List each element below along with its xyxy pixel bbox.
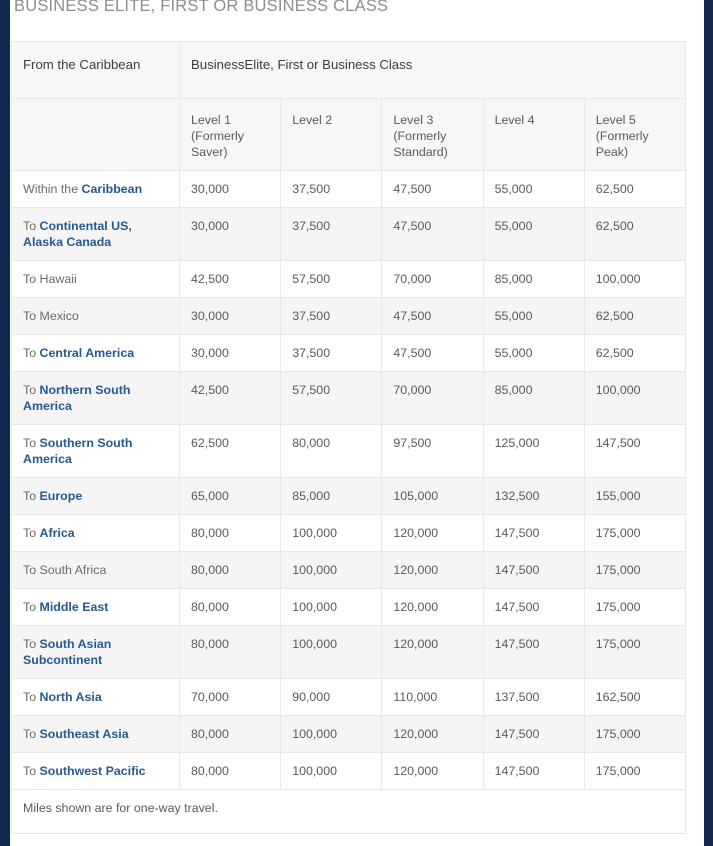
miles-value-level-2: 100,000 — [281, 515, 382, 552]
region-cell — [12, 335, 180, 372]
miles-value-level-3: 120,000 — [382, 589, 483, 626]
region-prefix: To — [23, 600, 40, 614]
region-link[interactable]: Caribbean — [81, 182, 143, 196]
region-prefix: To — [23, 690, 40, 704]
region-prefix: To — [23, 489, 40, 503]
miles-value-level-3: 120,000 — [382, 716, 483, 753]
miles-value-level-2: 100,000 — [281, 589, 382, 626]
miles-value-level-3: 110,000 — [382, 679, 483, 716]
miles-value-level-1: 80,000 — [180, 589, 281, 626]
table-body — [12, 171, 686, 790]
miles-value-level-1: 30,000 — [180, 208, 281, 261]
miles-value-level-2: 80,000 — [281, 425, 382, 478]
miles-value-level-5: 175,000 — [584, 753, 685, 790]
region-cell — [12, 261, 180, 298]
table-row — [12, 679, 686, 716]
miles-value-level-2: 37,500 — [281, 171, 382, 208]
award-chart-table-wrapper — [11, 41, 685, 834]
level-header-3: Level 3 (Formerly Standard) — [382, 99, 483, 171]
table-row — [12, 753, 686, 790]
region-prefix: To — [23, 383, 40, 397]
region-link[interactable]: Africa — [39, 526, 75, 540]
miles-value-level-1: 30,000 — [180, 171, 281, 208]
region-cell — [12, 425, 180, 478]
region-cell — [12, 679, 180, 716]
miles-value-level-2: 85,000 — [281, 478, 382, 515]
miles-value-level-3: 47,500 — [382, 208, 483, 261]
level-header-1: Level 1 (Formerly Saver) — [180, 99, 281, 171]
level-header-spacer — [12, 99, 180, 171]
miles-value-level-4: 147,500 — [483, 552, 584, 589]
miles-value-level-5: 175,000 — [584, 515, 685, 552]
miles-value-level-4: 147,500 — [483, 716, 584, 753]
miles-value-level-5: 62,500 — [584, 298, 685, 335]
miles-value-level-2: 37,500 — [281, 335, 382, 372]
header-row-levels — [12, 99, 686, 171]
table-footer — [12, 790, 686, 834]
miles-value-level-5: 147,500 — [584, 425, 685, 478]
table-row — [12, 589, 686, 626]
miles-value-level-3: 105,000 — [382, 478, 483, 515]
miles-value-level-1: 42,500 — [180, 372, 281, 425]
table-row — [12, 716, 686, 753]
miles-value-level-5: 175,000 — [584, 626, 685, 679]
table-row — [12, 171, 686, 208]
region-cell — [12, 298, 180, 335]
origin-header: From the Caribbean — [12, 42, 180, 99]
page-title: BUSINESS ELITE, FIRST OR BUSINESS CLASS — [14, 0, 389, 15]
miles-value-level-4: 55,000 — [483, 298, 584, 335]
table-header — [12, 42, 686, 171]
miles-value-level-3: 120,000 — [382, 753, 483, 790]
table-row — [12, 335, 686, 372]
region-link[interactable]: Southeast Asia — [39, 727, 129, 741]
miles-value-level-5: 175,000 — [584, 589, 685, 626]
table-row — [12, 552, 686, 589]
miles-value-level-1: 62,500 — [180, 425, 281, 478]
miles-value-level-1: 30,000 — [180, 335, 281, 372]
table-row — [12, 478, 686, 515]
region-link[interactable]: North Asia — [39, 690, 102, 704]
miles-value-level-4: 125,000 — [483, 425, 584, 478]
region-prefix: To South Africa — [23, 563, 107, 577]
miles-value-level-2: 37,500 — [281, 208, 382, 261]
miles-value-level-1: 65,000 — [180, 478, 281, 515]
region-link[interactable]: Southwest Pacific — [39, 764, 146, 778]
region-link[interactable]: Northern South America — [23, 383, 131, 413]
region-cell — [12, 208, 180, 261]
miles-value-level-4: 85,000 — [483, 372, 584, 425]
miles-value-level-3: 47,500 — [382, 335, 483, 372]
miles-value-level-5: 62,500 — [584, 208, 685, 261]
region-prefix: To Mexico — [23, 309, 79, 323]
miles-value-level-5: 62,500 — [584, 335, 685, 372]
region-prefix: To — [23, 436, 40, 450]
miles-value-level-3: 120,000 — [382, 552, 483, 589]
miles-value-level-2: 100,000 — [281, 552, 382, 589]
miles-value-level-3: 97,500 — [382, 425, 483, 478]
region-link[interactable]: Middle East — [39, 600, 109, 614]
miles-value-level-1: 80,000 — [180, 753, 281, 790]
miles-value-level-2: 100,000 — [281, 626, 382, 679]
miles-value-level-5: 175,000 — [584, 716, 685, 753]
table-row — [12, 372, 686, 425]
region-link[interactable]: Europe — [39, 489, 83, 503]
miles-value-level-1: 70,000 — [180, 679, 281, 716]
region-cell — [12, 372, 180, 425]
miles-value-level-5: 62,500 — [584, 171, 685, 208]
miles-value-level-1: 30,000 — [180, 298, 281, 335]
region-prefix: To Hawaii — [23, 272, 77, 286]
miles-value-level-3: 47,500 — [382, 298, 483, 335]
region-cell — [12, 171, 180, 208]
table-row — [12, 515, 686, 552]
level-header-5: Level 5 (Formerly Peak) — [584, 99, 685, 171]
right-navy-rail — [704, 0, 713, 846]
miles-value-level-4: 55,000 — [483, 208, 584, 261]
region-cell — [12, 515, 180, 552]
miles-value-level-4: 85,000 — [483, 261, 584, 298]
miles-value-level-4: 55,000 — [483, 171, 584, 208]
miles-value-level-3: 47,500 — [382, 171, 483, 208]
miles-value-level-2: 90,000 — [281, 679, 382, 716]
table-row — [12, 425, 686, 478]
region-link[interactable]: Central America — [39, 346, 135, 360]
award-chart-table — [11, 41, 686, 834]
miles-value-level-5: 175,000 — [584, 552, 685, 589]
region-prefix: To — [23, 219, 40, 233]
note-row — [12, 790, 686, 834]
miles-value-level-1: 80,000 — [180, 626, 281, 679]
region-prefix: Within the — [23, 182, 82, 196]
miles-value-level-3: 70,000 — [382, 261, 483, 298]
region-cell — [12, 753, 180, 790]
miles-value-level-2: 100,000 — [281, 753, 382, 790]
one-way-note: Miles shown are for one-way travel. — [12, 790, 686, 834]
miles-value-level-3: 120,000 — [382, 626, 483, 679]
miles-value-level-3: 70,000 — [382, 372, 483, 425]
miles-value-level-5: 155,000 — [584, 478, 685, 515]
cabin-header: BusinessElite, First or Business Class — [180, 42, 686, 99]
miles-value-level-2: 100,000 — [281, 716, 382, 753]
level-header-2: Level 2 — [281, 99, 382, 171]
left-navy-rail — [0, 0, 10, 846]
miles-value-level-4: 147,500 — [483, 626, 584, 679]
miles-value-level-4: 147,500 — [483, 515, 584, 552]
table-row — [12, 208, 686, 261]
miles-value-level-4: 137,500 — [483, 679, 584, 716]
region-cell — [12, 552, 180, 589]
miles-value-level-5: 100,000 — [584, 261, 685, 298]
region-cell — [12, 478, 180, 515]
miles-value-level-2: 57,500 — [281, 372, 382, 425]
region-prefix: To — [23, 526, 40, 540]
header-row-band — [12, 42, 686, 99]
region-link[interactable]: Southern South America — [23, 436, 133, 466]
miles-value-level-1: 80,000 — [180, 515, 281, 552]
region-cell — [12, 626, 180, 679]
region-cell — [12, 716, 180, 753]
region-cell — [12, 589, 180, 626]
miles-value-level-1: 80,000 — [180, 552, 281, 589]
table-row — [12, 626, 686, 679]
table-row — [12, 298, 686, 335]
miles-value-level-2: 57,500 — [281, 261, 382, 298]
region-prefix: To — [23, 637, 40, 651]
table-row — [12, 261, 686, 298]
miles-value-level-4: 132,500 — [483, 478, 584, 515]
miles-value-level-4: 147,500 — [483, 753, 584, 790]
miles-value-level-2: 37,500 — [281, 298, 382, 335]
region-prefix: To — [23, 346, 40, 360]
miles-value-level-4: 55,000 — [483, 335, 584, 372]
region-link[interactable]: South Asian Subcontinent — [23, 637, 112, 667]
miles-value-level-4: 147,500 — [483, 589, 584, 626]
miles-value-level-5: 162,500 — [584, 679, 685, 716]
miles-value-level-3: 120,000 — [382, 515, 483, 552]
region-prefix: To — [23, 727, 40, 741]
region-prefix: To — [23, 764, 40, 778]
region-link[interactable]: Continental US, Alaska Canada — [23, 219, 132, 249]
level-header-4: Level 4 — [483, 99, 584, 171]
miles-value-level-5: 100,000 — [584, 372, 685, 425]
miles-value-level-1: 80,000 — [180, 716, 281, 753]
miles-value-level-1: 42,500 — [180, 261, 281, 298]
